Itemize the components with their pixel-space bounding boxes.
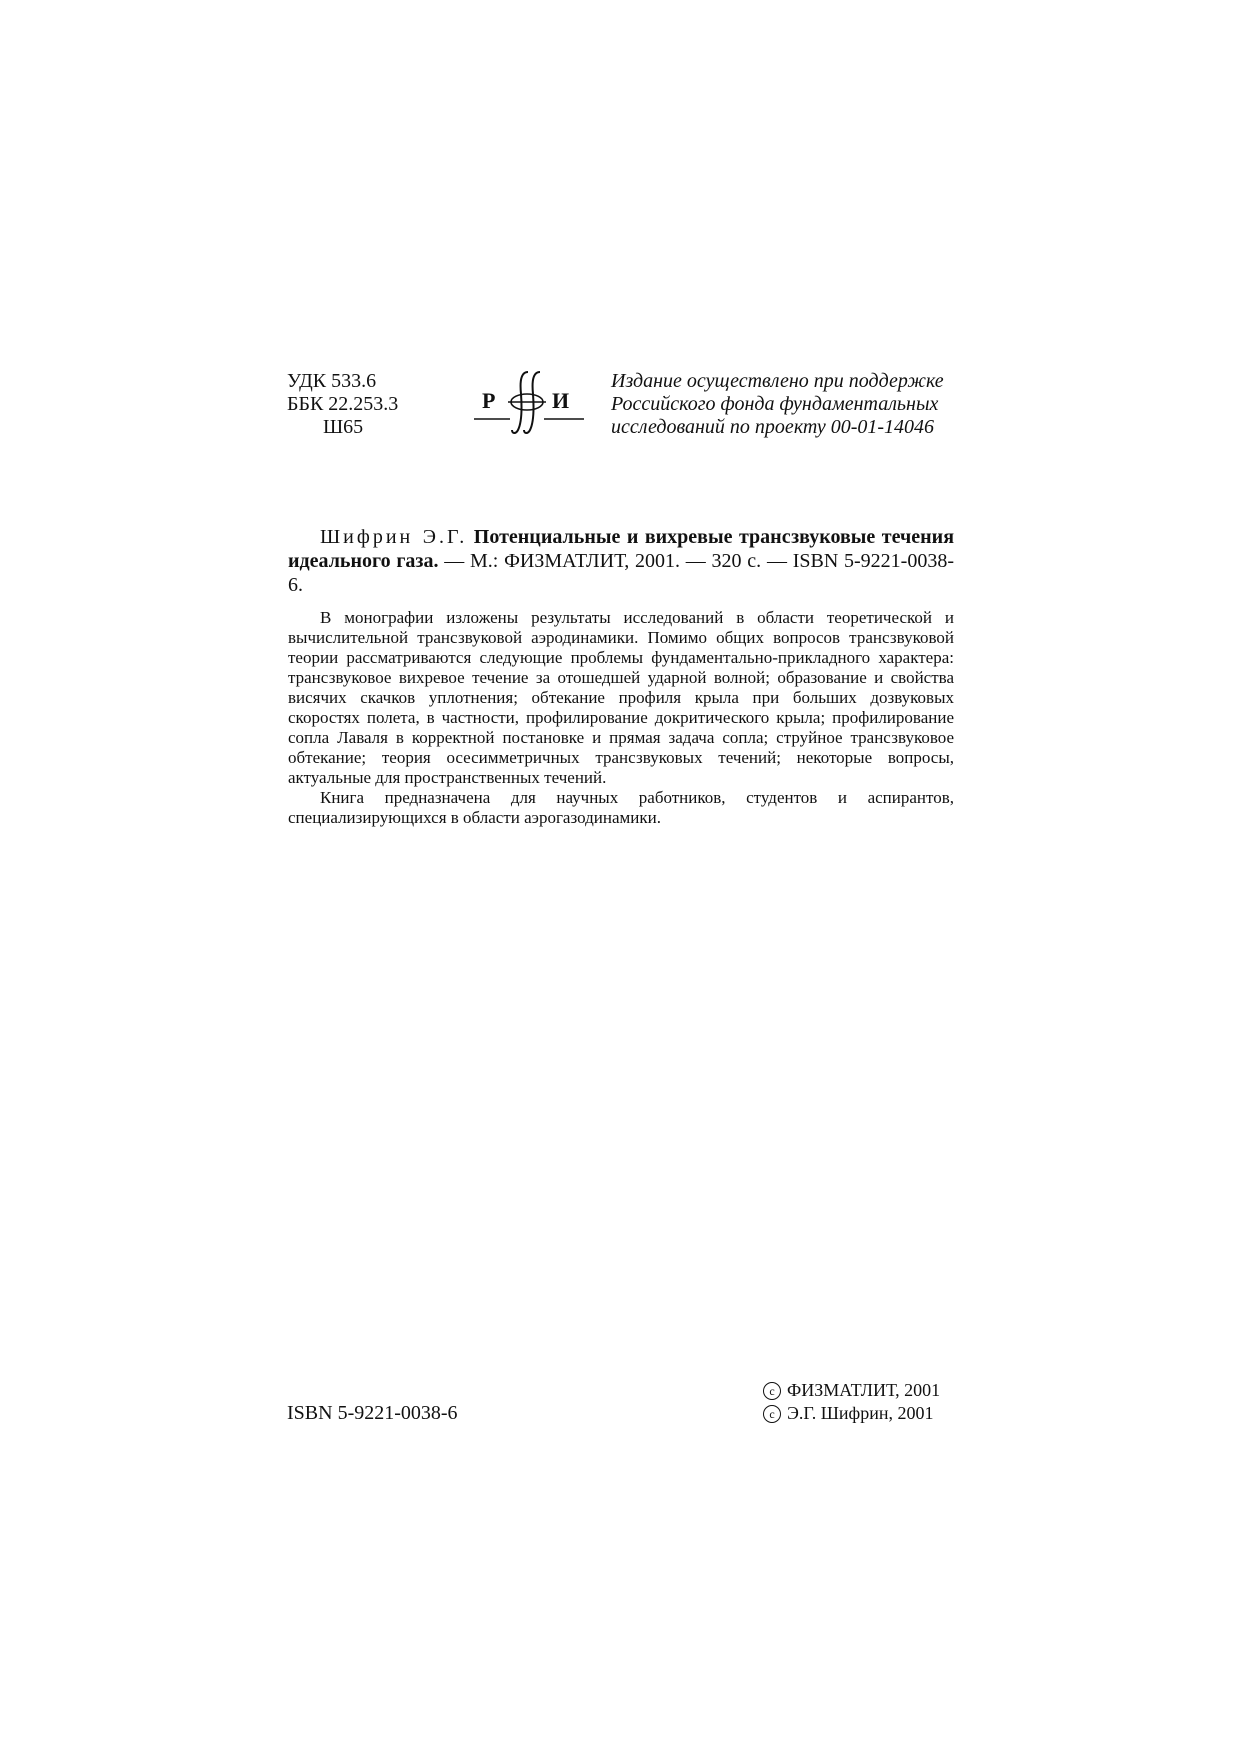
- copyright-icon: c: [763, 1405, 781, 1423]
- copyright-author: Э.Г. Шифрин, 2001: [787, 1403, 934, 1423]
- abstract-paragraph-1: В монографии изложены результаты исследований в области теоретической и вычислительной трансзвуковой аэродинамики. Помимо общих вопросов трансзвуковой теории рассматриваются следующие проблемы фундаментально-прикладного характера: трансзвуковое вихревое течение за отошедшей ударной волной; образование и свойства висячих скачков уплотнения; обтекание профиля крыла при больших дозвуковых скоростях полета, в частности, профилирование докритического крыла; профилирование сопла Лаваля в корректной постановке и прямая задача сопла; струйное трансзвуковое обтекание; теория осесимметричных трансзвуковых течений; некоторые вопросы, актуальные для пространственных течений.: [288, 608, 954, 787]
- abstract-paragraph-2: Книга предназначена для научных работников, студентов и аспирантов, специализирующихся в области аэрогазодинамики.: [288, 788, 954, 827]
- classification-block: [287, 370, 398, 439]
- support-notice: [611, 370, 955, 439]
- copyright-line-1: [763, 1379, 940, 1402]
- abstract: [288, 608, 954, 828]
- author-mark: Ш65: [323, 416, 364, 438]
- logo-left-letter: Р: [482, 388, 496, 413]
- logo-right-letter: И: [552, 388, 570, 413]
- copyright-block: [763, 1379, 940, 1425]
- support-line-3: исследований по проекту 00-01-14046: [611, 416, 935, 438]
- book-author: Шифрин Э.Г.: [320, 526, 468, 548]
- copyright-line-2: [763, 1402, 940, 1425]
- support-line-1: Издание осуществлено при поддержке: [611, 370, 944, 392]
- copyright-icon: c: [763, 1382, 781, 1400]
- footer-isbn: ISBN 5-9221-0038-6: [287, 1402, 458, 1424]
- bibliographic-record: [288, 525, 954, 597]
- book-imprint: — М.: ФИЗМАТЛИТ, 2001. — 320 с. — ISBN 5-9221-0038-6.: [288, 550, 955, 596]
- bbk-code: ББК 22.253.3: [287, 393, 399, 415]
- copyright-publisher: ФИЗМАТЛИТ, 2001: [787, 1380, 941, 1400]
- book-title: Потенциальные и вихревые трансзвуковые течения идеального газа.: [288, 526, 955, 572]
- support-line-2: Российского фонда фундаментальных: [611, 393, 939, 415]
- udk-code: УДК 533.6: [287, 370, 377, 392]
- rffi-logo-icon: [468, 366, 588, 438]
